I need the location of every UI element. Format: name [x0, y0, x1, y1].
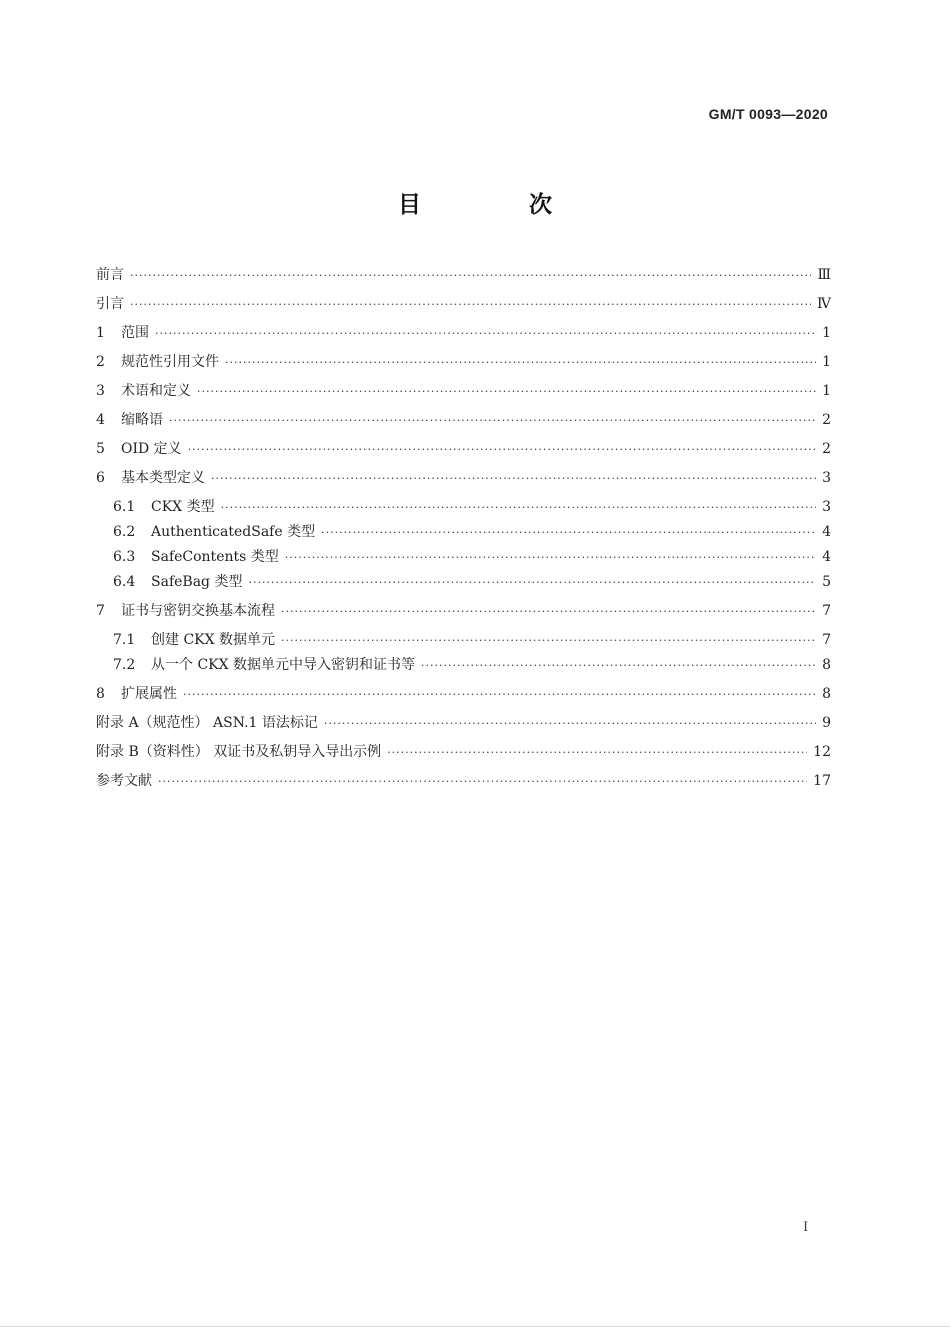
toc-entry-7-1[interactable] — [113, 629, 831, 651]
toc-entry-1[interactable] — [96, 322, 831, 344]
dot-leader — [221, 497, 816, 519]
toc-entry-label: 规范性引用文件 — [121, 354, 219, 370]
dot-leader — [130, 265, 811, 287]
page-number: I — [803, 1220, 809, 1235]
toc-entry-label: 扩展属性 — [121, 686, 177, 702]
dot-leader — [321, 522, 816, 544]
dot-leader — [248, 572, 816, 594]
dot-leader — [225, 352, 816, 374]
dot-leader — [130, 294, 811, 316]
toc-entry-number: 7.2 — [113, 657, 136, 673]
page-edge-divider — [0, 1326, 950, 1327]
toc-entry-references[interactable] — [96, 770, 831, 792]
toc-entry-page: 12 — [813, 744, 831, 760]
toc-entry-6-1[interactable] — [113, 496, 831, 518]
toc-entry-6-2[interactable] — [113, 521, 831, 543]
toc-entry-page: 3 — [822, 470, 831, 486]
dot-leader — [188, 439, 816, 461]
toc-entry-page: 8 — [822, 657, 831, 673]
document-code: GM/T 0093—2020 — [708, 106, 828, 122]
toc-entry-page: Ⅲ — [817, 267, 831, 283]
dot-leader — [421, 655, 816, 677]
toc-entry-8[interactable] — [96, 683, 831, 705]
toc-entry-page: 5 — [822, 574, 831, 590]
toc-entry-number: 6.3 — [113, 549, 136, 565]
dot-leader — [169, 410, 816, 432]
toc-entry-page: 7 — [822, 632, 831, 648]
dot-leader — [387, 742, 807, 764]
toc-entry-label: 术语和定义 — [121, 383, 191, 399]
toc-entry-preface[interactable] — [96, 264, 831, 286]
toc-entry-page: 2 — [822, 412, 831, 428]
dot-leader — [285, 547, 816, 569]
toc-entry-label: 创建 CKX 数据单元 — [151, 632, 276, 648]
toc-entry-page: Ⅳ — [817, 296, 831, 312]
toc-entry-label: 前言 — [96, 267, 124, 283]
dot-leader — [197, 381, 816, 403]
toc-entry-label: 证书与密钥交换基本流程 — [121, 603, 275, 619]
dot-leader — [158, 771, 807, 793]
toc-entry-page: 8 — [822, 686, 831, 702]
toc-entry-label: SafeBag 类型 — [151, 574, 243, 590]
toc-entry-4[interactable] — [96, 409, 831, 431]
toc-entry-number: 6.4 — [113, 574, 136, 590]
toc-entry-page: 3 — [822, 499, 831, 515]
toc-entry-label: 引言 — [96, 296, 124, 312]
toc-entry-label: 基本类型定义 — [121, 470, 205, 486]
toc-entry-number: 8 — [96, 686, 105, 702]
toc-entry-number: 1 — [96, 325, 105, 341]
dot-leader — [324, 713, 816, 735]
toc-entry-page: 4 — [822, 549, 831, 565]
toc-entry-number: 7 — [96, 603, 105, 619]
toc-entry-6-3[interactable] — [113, 546, 831, 568]
toc-entry-2[interactable] — [96, 351, 831, 373]
toc-entry-number: 5 — [96, 441, 105, 457]
toc-entry-label: 附录 A（规范性） ASN.1 语法标记 — [96, 715, 318, 731]
toc-entry-number: 6 — [96, 470, 105, 486]
toc-entry-label: 参考文献 — [96, 773, 152, 789]
toc-entry-appendix-b[interactable] — [96, 741, 831, 763]
toc-entry-page: 7 — [822, 603, 831, 619]
toc-entry-label: SafeContents 类型 — [151, 549, 279, 565]
toc-entry-page: 1 — [822, 383, 831, 399]
toc-entry-label: 范围 — [121, 325, 149, 341]
toc-entry-number: 4 — [96, 412, 105, 428]
toc-entry-3[interactable] — [96, 380, 831, 402]
toc-entry-label: 缩略语 — [121, 412, 163, 428]
dot-leader — [155, 323, 816, 345]
toc-entry-7-2[interactable] — [113, 654, 831, 676]
toc-entry-appendix-a[interactable] — [96, 712, 831, 734]
toc-entry-label: 附录 B（资料性） 双证书及私钥导入导出示例 — [96, 744, 382, 760]
toc-entry-number: 6.2 — [113, 524, 136, 540]
toc-entry-page: 9 — [822, 715, 831, 731]
toc-entry-label: 从一个 CKX 数据单元中导入密钥和证书等 — [151, 657, 416, 673]
toc-entry-6[interactable] — [96, 467, 831, 489]
toc-entry-6-4[interactable] — [113, 571, 831, 593]
dot-leader — [183, 684, 816, 706]
dot-leader — [281, 630, 816, 652]
toc-entry-page: 1 — [822, 354, 831, 370]
toc-entry-page: 4 — [822, 524, 831, 540]
toc-entry-page: 1 — [822, 325, 831, 341]
dot-leader — [281, 601, 816, 623]
dot-leader — [211, 468, 816, 490]
toc-entry-number: 2 — [96, 354, 105, 370]
toc-entry-number: 6.1 — [113, 499, 136, 515]
toc-entry-label: CKX 类型 — [151, 499, 215, 515]
toc-entry-label: OID 定义 — [121, 441, 182, 457]
toc-entry-page: 2 — [822, 441, 831, 457]
toc-entry-page: 17 — [813, 773, 831, 789]
toc-entry-5[interactable] — [96, 438, 831, 460]
toc-entry-label: AuthenticatedSafe 类型 — [151, 524, 316, 540]
toc-entry-number: 7.1 — [113, 632, 136, 648]
toc-entry-number: 3 — [96, 383, 105, 399]
toc-entry-7[interactable] — [96, 600, 831, 622]
page-title: 目 次 — [397, 192, 602, 218]
toc-entry-introduction[interactable] — [96, 293, 831, 315]
